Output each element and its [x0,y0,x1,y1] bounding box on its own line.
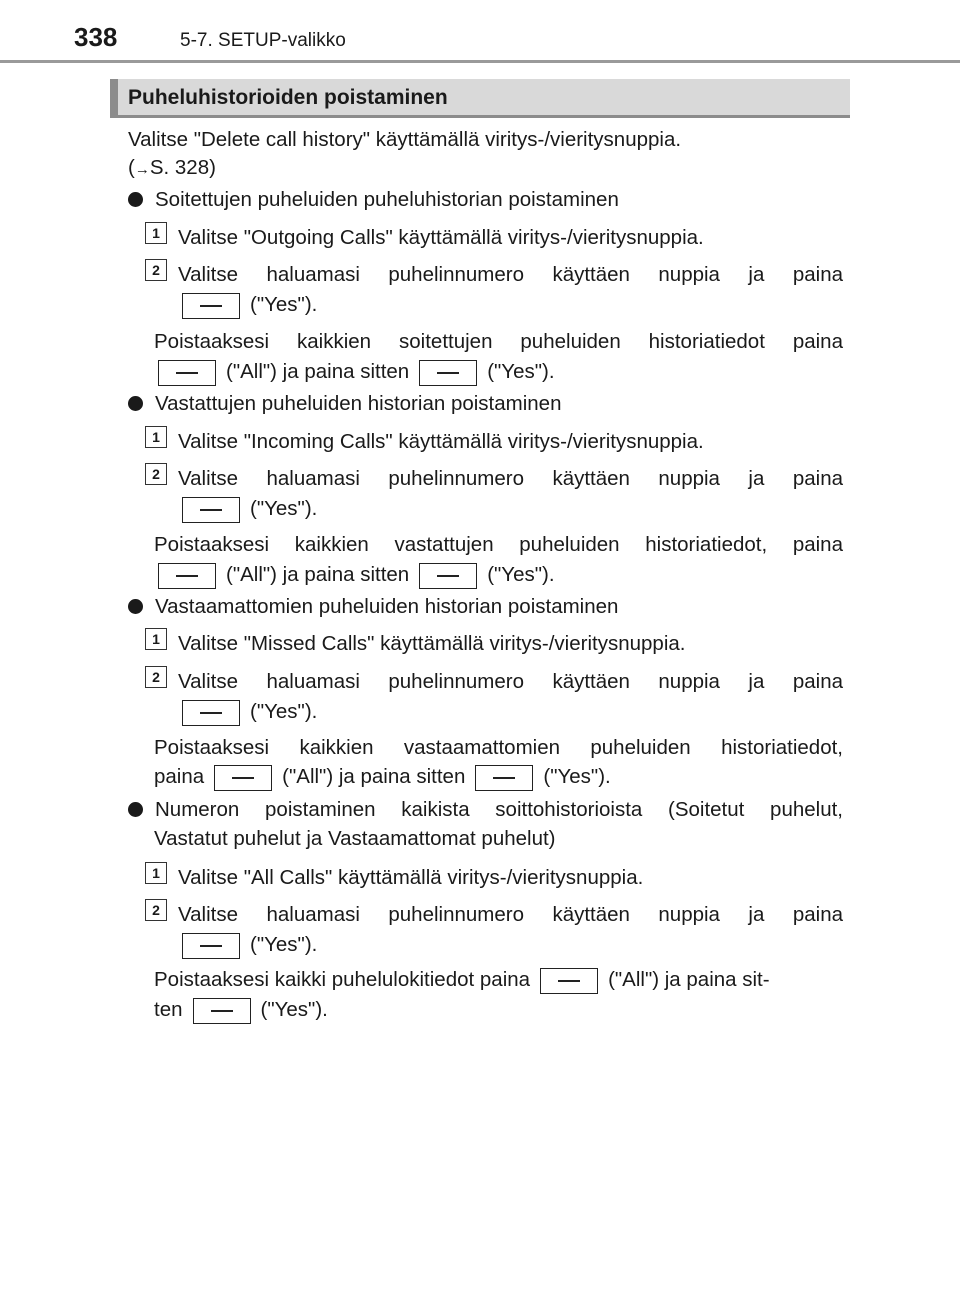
step-number-1: 1 [145,426,167,448]
key-button-icon [182,497,240,523]
section-title: Puheluhistorioiden poistaminen [128,86,448,109]
page-header [0,0,960,64]
step-text: Valitse "Incoming Calls" käyttämällä viritys-/vieritysnuppia. [178,430,704,453]
chapter-title: 5-7. SETUP-valikko [180,30,346,51]
step-text-cont: ("Yes"). [172,698,317,726]
delete-all-text: Poistaaksesi kaikkien soitettujen puheluiden historiatiedot paina [154,330,843,353]
bullet-icon [128,396,143,411]
delete-all-text-cont: ("All") ja paina sitten ("Yes"). [148,358,555,386]
step-number-2: 2 [145,259,167,281]
step-text: Valitse haluamasi puhelinnumero käyttäen nuppia ja paina [178,263,843,286]
arrow-icon: → [134,161,150,178]
key-button-icon [193,998,251,1024]
group-heading-all-cont: Vastatut puhelut ja Vastaamattomat puhelut) [154,827,556,850]
delete-all-text: Poistaaksesi kaikkien vastattujen puheluiden historiatiedot, paina [154,533,843,556]
step-text-cont: ("Yes"). [172,495,317,523]
group-heading-outgoing: Soitettujen puheluiden puheluhistorian poistaminen [128,186,619,214]
key-button-icon [475,765,533,791]
section-heading [110,79,850,118]
delete-all-text-cont: ten ("Yes"). [154,996,328,1024]
step-text-cont: ("Yes"). [172,931,317,959]
step-text: Valitse haluamasi puhelinnumero käyttäen nuppia ja paina [178,670,843,693]
section-accent [110,79,118,115]
step-text-cont: ("Yes"). [172,291,317,319]
bullet-icon [128,599,143,614]
step-text: Valitse "Missed Calls" käyttämällä viritys-/vieritysnuppia. [178,632,686,655]
group-heading-incoming: Vastattujen puheluiden historian poistaminen [128,390,561,418]
step-number-1: 1 [145,222,167,244]
step-number-2: 2 [145,666,167,688]
step-text: Valitse "All Calls" käyttämällä viritys-/vieritysnuppia. [178,866,644,889]
step-number-1: 1 [145,628,167,650]
step-text: Valitse haluamasi puhelinnumero käyttäen nuppia ja paina [178,467,843,490]
key-button-icon [158,360,216,386]
delete-all-text: Poistaaksesi kaikkien vastaamattomien puheluiden historiatiedot, [154,736,843,759]
group-heading-all: Numeron poistaminen kaikista soittohistorioista (Soitetut puhelut, [128,796,843,824]
key-button-icon [182,700,240,726]
header-divider [0,60,960,63]
delete-all-text-cont: paina ("All") ja paina sitten ("Yes"). [154,763,611,791]
key-button-icon [182,933,240,959]
step-text: Valitse haluamasi puhelinnumero käyttäen nuppia ja paina [178,903,843,926]
delete-all-text-cont: ("All") ja paina sitten ("Yes"). [148,561,555,589]
intro-reference: (→S. 328) [128,156,216,179]
intro-text: Valitse "Delete call history" käyttämällä viritys-/vieritysnuppia. [128,128,682,151]
step-number-1: 1 [145,862,167,884]
bullet-icon [128,192,143,207]
group-heading-missed: Vastaamattomien puheluiden historian poistaminen [128,593,618,621]
key-button-icon [540,968,598,994]
key-button-icon [214,765,272,791]
key-button-icon [419,563,477,589]
bullet-icon [128,802,143,817]
step-number-2: 2 [145,899,167,921]
step-number-2: 2 [145,463,167,485]
delete-all-text: Poistaaksesi kaikki puhelulokitiedot paina ("All") ja paina sit- [154,966,770,994]
key-button-icon [182,293,240,319]
step-text: Valitse "Outgoing Calls" käyttämällä viritys-/vieritysnuppia. [178,226,704,249]
key-button-icon [158,563,216,589]
page-number: 338 [74,22,118,52]
key-button-icon [419,360,477,386]
